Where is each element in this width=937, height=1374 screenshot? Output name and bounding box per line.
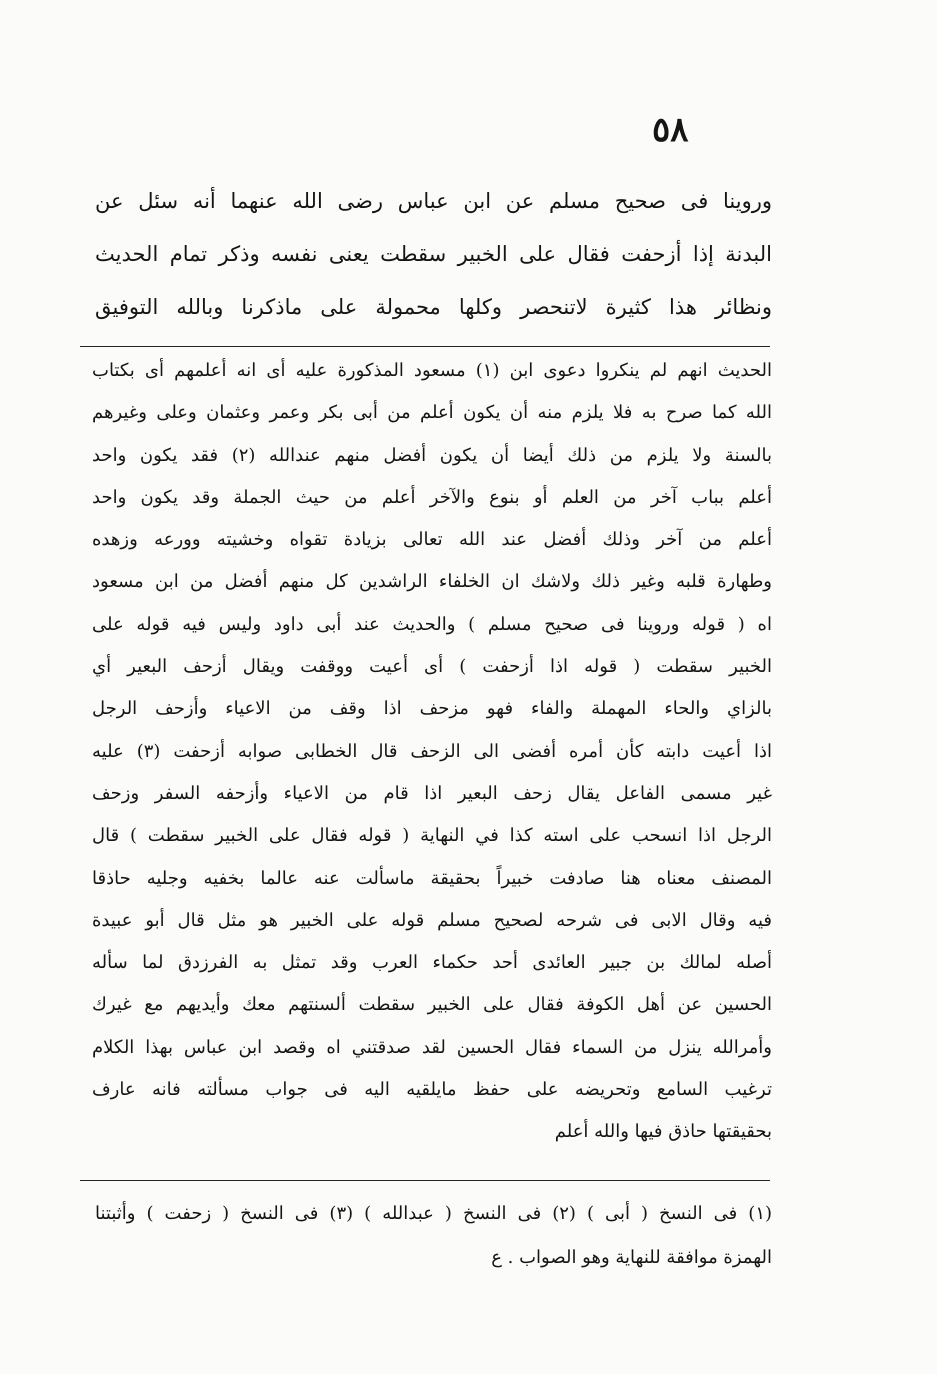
main-text-line: البدنة إذا أزحفت فقال على الخبير سقطت يعنى نفسه وذكر تمام الحديث bbox=[95, 242, 772, 266]
commentary bbox=[92, 350, 772, 1154]
main-text bbox=[95, 175, 772, 334]
commentary-line: بالسنة ولا يلزم من ذلك أيضا أن يكون أفضل منهم عندالله (٢) فقد يكون واحد bbox=[92, 444, 772, 466]
commentary-line: الخبير سقطت ( قوله اذا أزحفت ) أى أعيت ووقفت ويقال أزحف البعير أي bbox=[92, 656, 772, 678]
footnotes bbox=[95, 1192, 772, 1280]
divider bbox=[80, 346, 770, 347]
page-number: ٥٨ bbox=[652, 110, 689, 150]
commentary-line: الله كما صرح به فلا يلزم منه أن يكون أعلم من أبى بكر وعمر وعثمان وعلى وغيرهم bbox=[92, 402, 772, 424]
commentary-line: وأمرالله ينزل من السماء فقال الحسين لقد صدقتني اه وقصد ابن عباس بهذا الكلام bbox=[92, 1036, 772, 1058]
commentary-line: أعلم من آخر وذلك أفضل عند الله تعالى بزيادة تقواه وخشيته وورعه وزهده bbox=[92, 529, 772, 551]
commentary-line: وطهارة قلبه وغير ذلك ولاشك ان الخلفاء الراشدين كل منهم أفضل من ابن مسعود bbox=[92, 571, 772, 593]
commentary-line: المصنف معناه هنا صادفت خبيراً بحقيقة ماسألت عنه عالما بخفيه وجليه حاذقا bbox=[92, 867, 772, 889]
commentary-line: اذا أعيت دابته كأن أمره أفضى الى الزحف قال الخطابى صوابه أزحفت (٣) عليه bbox=[92, 740, 772, 762]
main-text-line: ونظائر هذا كثيرة لاتنحصر وكلها محمولة على ماذكرنا وبالله التوفيق bbox=[95, 295, 772, 319]
commentary-line: الرجل اذا انسحب على استه كذا في النهاية ( قوله فقال على الخبير سقطت ) قال bbox=[92, 825, 772, 847]
commentary-line: بالزاي والحاء المهملة والفاء فهو مزحف اذا وقف من الاعياء وأزحف الرجل bbox=[92, 698, 772, 720]
commentary-line: أصله لمالك بن جبير العائدى أحد حكماء العرب وقد تمثل به الفرزدق لما سأله bbox=[92, 952, 772, 974]
commentary-line: غير مسمى الفاعل يقال زحف البعير اذا قام من الاعياء وأزحفه السفر وزحف bbox=[92, 782, 772, 804]
commentary-line: الحسين عن أهل الكوفة فقال على الخبير سقطت ألسنتهم معك وأيديهم مع غيرك bbox=[92, 994, 772, 1016]
commentary-line: أعلم بباب آخر من العلم أو بنوع والآخر أعلم من حيث الجملة وقد يكون واحد bbox=[92, 486, 772, 508]
footnote-line: (١) فى النسخ ( أبى ) (٢) فى النسخ ( عبدالله ) (٣) فى النسخ ( زحفت ) وأثبتنا bbox=[95, 1203, 772, 1224]
main-text-line: وروينا فى صحيح مسلم عن ابن عباس رضى الله عنهما أنه سئل عن bbox=[95, 189, 772, 213]
divider bbox=[80, 1180, 770, 1181]
commentary-line: ترغيب السامع وتحريضه على حفظ مايلقيه اليه فى جواب مسألته فانه عارف bbox=[92, 1079, 772, 1101]
commentary-line: بحقيقتها حاذق فيها والله أعلم bbox=[554, 1121, 772, 1143]
commentary-line: الحديث انهم لم ينكروا دعوى ابن (١) مسعود المذكورة عليه أى انه أعلمهم أى بكتاب bbox=[92, 360, 772, 381]
commentary-line: فيه وقال الابى فى شرحه لصحيح مسلم قوله على الخبير هو مثل قال أبو عبيدة bbox=[92, 909, 772, 931]
footnote-line: الهمزة موافقة للنهاية وهو الصواب . ع bbox=[491, 1247, 772, 1268]
commentary-line: اه ( قوله وروينا فى صحيح مسلم ) والحديث عند أبى داود وليس فيه قوله على bbox=[92, 613, 772, 635]
